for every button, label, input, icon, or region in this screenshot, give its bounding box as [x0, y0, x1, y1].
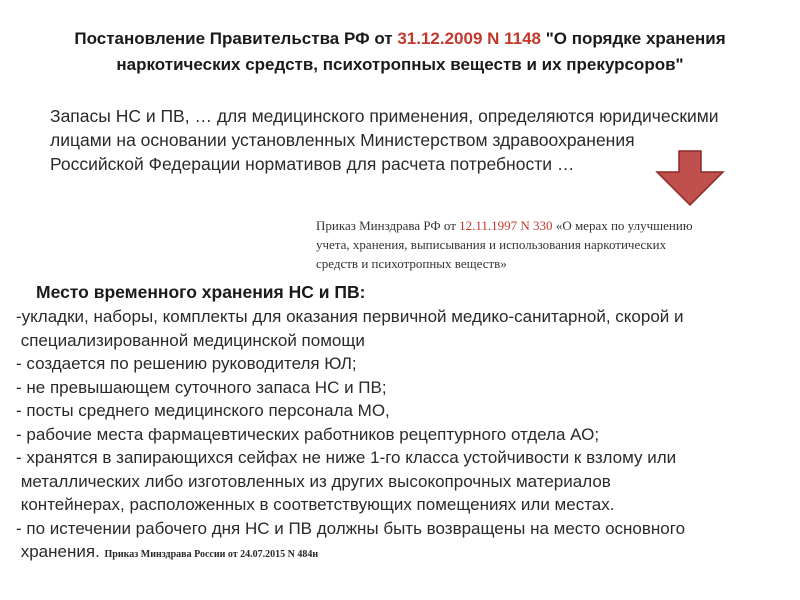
- title-line-1: Постановление Правительства РФ от 31.12.2009 N 1148 "О порядке хранения: [74, 29, 726, 48]
- title-line-2: наркотических средств, психотропных веществ и их прекурсоров": [116, 55, 684, 74]
- footer-reference: Приказ Минздрава России от 24.07.2015 N 484н: [104, 549, 319, 560]
- order-line-2: учета, хранения, выписывания и использования наркотических: [316, 237, 667, 252]
- list-item: - хранятся в запирающихся сейфах не ниже 1-го класса устойчивости к взлому или: [16, 448, 677, 467]
- order-line-1: Приказ Минздрава РФ от 12.11.1997 N 330 «О мерах по улучшению: [316, 218, 693, 233]
- list-item: - не превышающем суточного запаса НС и ПВ;: [16, 377, 387, 397]
- intro-line-2: лицами на основании установленных Министерством здравоохранения: [50, 130, 635, 150]
- list-item: хранения. Приказ Минздрава России от 24.07.2015 N 484н: [16, 542, 319, 561]
- title-date-number: 31.12.2009 N 1148: [397, 29, 542, 48]
- order-date-number: 12.11.1997 N 330: [459, 218, 553, 233]
- down-arrow-icon: [655, 150, 725, 206]
- list-item: - рабочие места фармацевтических работников рецептурного отдела АО;: [16, 424, 600, 444]
- list-item: контейнерах, расположенных в соответствующих помещениях или местах.: [16, 495, 615, 514]
- list-item: - создается по решению руководителя ЮЛ;: [16, 354, 357, 373]
- order-reference: [316, 216, 776, 273]
- list-item: - посты среднего медицинского персонала МО,: [16, 401, 390, 420]
- list-item: специализированной медицинской помощи: [16, 330, 365, 350]
- order-line-3: средств и психотропных веществ»: [316, 256, 507, 271]
- down-arrow-shape: [657, 151, 723, 205]
- list-item: - по истечении рабочего дня НС и ПВ должны быть возвращены на место основного: [16, 518, 686, 538]
- intro-line-3: Российской Федерации нормативов для расчета потребности …: [50, 154, 575, 174]
- document-title: [30, 26, 770, 78]
- section-title: Место временного хранения НС и ПВ:: [36, 282, 366, 302]
- intro-line-1: Запасы НС и ПВ, … для медицинского применения, определяются юридическими: [50, 106, 719, 126]
- storage-list: [16, 305, 786, 567]
- list-item: -укладки, наборы, комплекты для оказания первичной медико-санитарной, скорой и: [16, 307, 684, 326]
- list-item: металлических либо изготовленных из других высокопрочных материалов: [16, 471, 611, 491]
